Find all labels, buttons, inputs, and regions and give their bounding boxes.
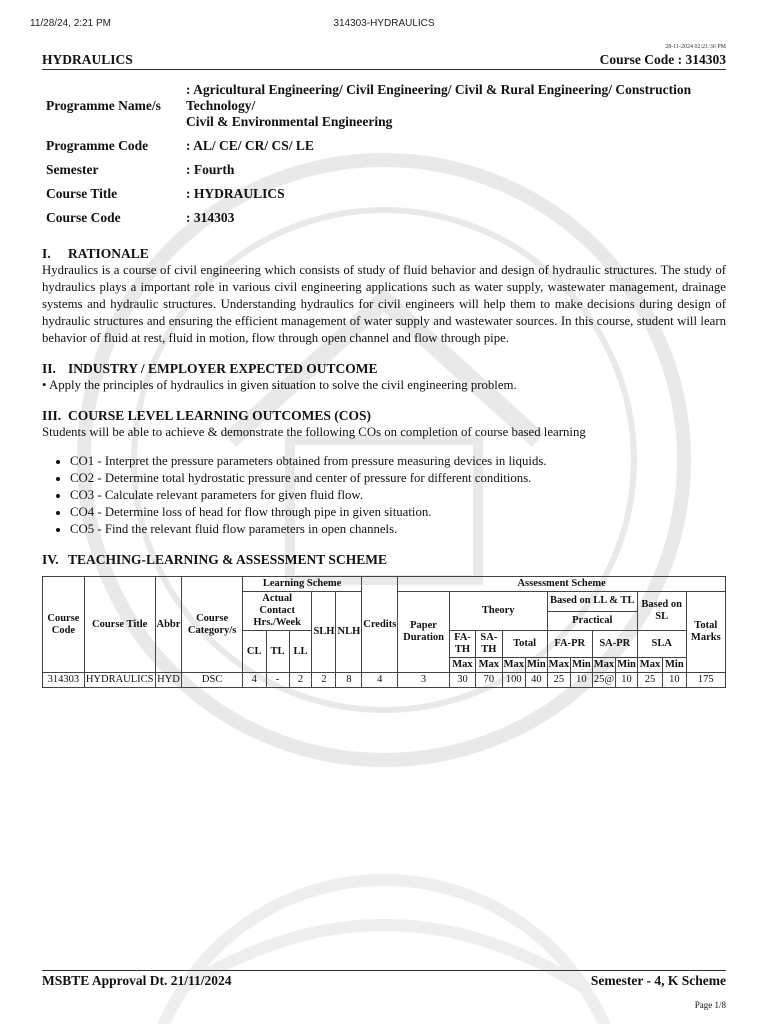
section-heading-industry <box>42 361 726 377</box>
cell-sa-pr-min: 10 <box>616 673 638 688</box>
cell-credits: 4 <box>362 673 398 688</box>
th-max: Max <box>547 658 570 673</box>
cell-sla-max: 25 <box>637 673 662 688</box>
cell-abbr: HYD <box>155 673 182 688</box>
list-item: • CO2 - Determine total hydrostatic pressure and center of pressure for different conditions. <box>70 470 726 487</box>
list-item: • CO5 - Find the relevant fluid flow parameters in open channels. <box>70 521 726 538</box>
rationale-text: Hydraulics is a course of civil engineering which consists of study of fluid behavior and design of hydraulic structures. The study of hydraulics plays a important role in various civil engineering applications such as water supply, wastewater management, drainage systems and hydraulic structures. Understanding hydraulics for civil engineers will help them to make decisions during design of hydraulic structures and ensuring the efficient management of water supply and wastewater sources. In this course, student will learn behavior of fluid at rest, fluid in motion, flow through open channel and flow through pipe. <box>42 263 726 345</box>
section-number: I. <box>42 246 51 261</box>
page-number: Page 1/8 <box>694 1000 726 1010</box>
th-paper-duration: Paper Duration <box>398 592 449 673</box>
th-min: Min <box>526 658 548 673</box>
print-title: 314303-HYDRAULICS <box>333 18 435 29</box>
section-heading-rationale <box>42 246 726 262</box>
info-key: Semester <box>46 162 99 177</box>
cell-fa-th-max: 30 <box>449 673 475 688</box>
th-tl: TL <box>266 631 289 673</box>
cell-cl: 4 <box>242 673 266 688</box>
cell-slh: 2 <box>312 673 336 688</box>
cell-course-title: HYDRAULICS <box>84 673 155 688</box>
info-row-course-title <box>42 184 726 208</box>
th-max: Max <box>592 658 615 673</box>
th-assessment-scheme: Assessment Scheme <box>398 577 726 592</box>
cell-total-max: 100 <box>502 673 525 688</box>
industry-outcome-text: • Apply the principles of hydraulics in given situation to solve the civil engineering problem. <box>42 378 517 392</box>
th-max: Max <box>476 658 502 673</box>
info-value: : AL/ CE/ CR/ CS/ LE <box>186 138 314 153</box>
th-slh: SLH <box>312 592 336 673</box>
th-max: Max <box>449 658 475 673</box>
th-nlh: NLH <box>336 592 362 673</box>
cell-fa-pr-min: 10 <box>571 673 593 688</box>
th-cl: CL <box>242 631 266 673</box>
list-item: • CO4 - Determine loss of head for flow through pipe in given situation. <box>70 504 726 521</box>
cell-total-min: 40 <box>526 673 548 688</box>
footer-approval: MSBTE Approval Dt. 21/11/2024 <box>42 973 232 988</box>
print-datetime: 11/28/24, 2:21 PM <box>30 18 111 29</box>
course-info-table <box>42 80 726 232</box>
list-item: • CO1 - Interpret the pressure parameters obtained from pressure measuring devices in liquids. <box>70 453 726 470</box>
cell-course-code: 314303 <box>43 673 85 688</box>
th-max: Max <box>637 658 662 673</box>
cell-category: DSC <box>182 673 242 688</box>
table-row <box>43 673 726 688</box>
info-value: : HYDRAULICS <box>186 186 285 201</box>
info-key: Course Title <box>46 186 118 201</box>
cell-ll: 2 <box>289 673 312 688</box>
info-value <box>182 80 726 136</box>
document-footer <box>42 970 726 989</box>
info-row-programme-name <box>42 80 726 136</box>
th-learning-scheme: Learning Scheme <box>242 577 361 592</box>
th-ll: LL <box>289 631 312 673</box>
cell-tl: - <box>266 673 289 688</box>
cell-total-marks: 175 <box>686 673 725 688</box>
generated-timestamp: 28-11-2024 02:21:36 PM <box>665 44 726 50</box>
teaching-assessment-table <box>42 576 726 688</box>
th-based-sl: Based on SL <box>637 592 686 631</box>
section-number: IV. <box>42 552 59 567</box>
header-course-name: HYDRAULICS <box>42 52 133 67</box>
section-title: INDUSTRY / EMPLOYER EXPECTED OUTCOME <box>68 361 378 376</box>
th-sa-pr: SA-PR <box>592 631 637 658</box>
cell-sla-min: 10 <box>663 673 686 688</box>
header-course-code: Course Code : 314303 <box>599 52 726 67</box>
info-key: Course Code <box>46 210 121 225</box>
document-page <box>42 52 726 688</box>
info-row-programme-code <box>42 136 726 160</box>
section-title: TEACHING-LEARNING & ASSESSMENT SCHEME <box>68 552 387 567</box>
th-total-marks: Total Marks <box>686 592 725 673</box>
th-course-title: Course Title <box>84 577 155 673</box>
cell-fa-pr-max: 25 <box>547 673 570 688</box>
document-header <box>42 52 726 70</box>
th-min: Min <box>571 658 593 673</box>
list-item: • CO3 - Calculate relevant parameters for given fluid flow. <box>70 487 726 504</box>
cell-paper-duration: 3 <box>398 673 449 688</box>
section-title: RATIONALE <box>68 246 149 261</box>
th-category: Course Category/s <box>182 577 242 673</box>
footer-scheme: Semester - 4, K Scheme <box>590 973 726 988</box>
th-min: Min <box>616 658 638 673</box>
cell-nlh: 8 <box>336 673 362 688</box>
th-practical: Practical <box>547 611 637 631</box>
cos-intro: Students will be able to achieve & demonstrate the following COs on completion of course based learning <box>42 425 586 439</box>
cos-list <box>42 453 726 538</box>
section-heading-scheme <box>42 552 726 568</box>
th-total: Total <box>502 631 547 658</box>
info-key: Programme Code <box>46 138 149 153</box>
th-credits: Credits <box>362 577 398 673</box>
info-key: Programme Name/s <box>46 98 161 113</box>
section-number: III. <box>42 408 62 423</box>
th-sla: SLA <box>637 631 686 658</box>
cell-sa-th-max: 70 <box>476 673 502 688</box>
cell-sa-pr-max: 25@ <box>592 673 615 688</box>
info-row-semester <box>42 160 726 184</box>
section-heading-cos <box>42 408 726 424</box>
th-max: Max <box>502 658 525 673</box>
section-number: II. <box>42 361 56 376</box>
th-based-ll-tl: Based on LL & TL <box>547 592 637 612</box>
info-value-line: : Agricultural Engineering/ Civil Engineering/ Civil & Rural Engineering/ Construction Technology/ <box>186 82 692 113</box>
th-abbr: Abbr <box>155 577 182 673</box>
th-sa-th: SA-TH <box>476 631 502 658</box>
th-course-code: Course Code <box>43 577 85 673</box>
th-fa-th: FA-TH <box>449 631 475 658</box>
th-actual-contact: Actual Contact Hrs./Week <box>242 592 312 631</box>
info-value-line: Civil & Environmental Engineering <box>186 114 393 129</box>
section-title: COURSE LEVEL LEARNING OUTCOMES (COS) <box>68 408 372 423</box>
th-theory: Theory <box>449 592 547 631</box>
info-row-course-code <box>42 208 726 232</box>
th-fa-pr: FA-PR <box>547 631 592 658</box>
info-value: : Fourth <box>186 162 235 177</box>
th-min: Min <box>663 658 686 673</box>
info-value: : 314303 <box>186 210 235 225</box>
